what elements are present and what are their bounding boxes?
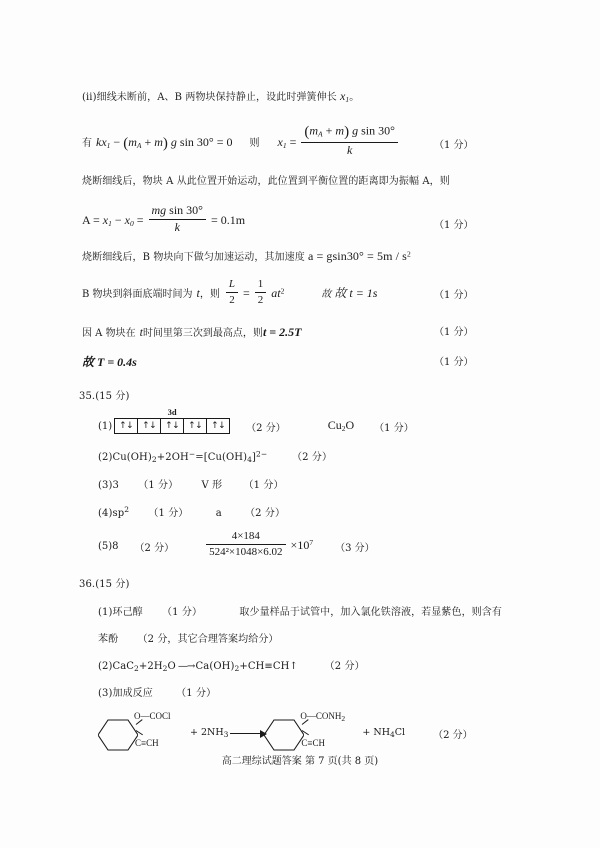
q36-item1-c-score: （2 分，其它合理答案均给分） (137, 634, 279, 645)
q36-heading (79, 578, 130, 592)
physics-intro-text: (ii)细线未断前，A、B 两物块保持静止，设此时弹簧伸长 (82, 92, 337, 103)
line4-mid: ，则 (199, 288, 220, 300)
q35-item1-answer-sub: 2 (341, 424, 346, 434)
q35-item1-answer-score: （1 分） (374, 422, 414, 434)
eq2-sub2: 0 (129, 219, 134, 229)
ammonia-reagent-text: + 2NH (190, 726, 224, 738)
q35-item4-b: a (215, 507, 222, 519)
q35-number: 35. (79, 391, 96, 402)
line6-score: （1 分） (434, 357, 474, 368)
physics-intro-line (82, 88, 359, 105)
line4-eq: = (243, 285, 250, 300)
q36-item3-label: (3)加成反应 (98, 688, 153, 699)
line5-t: t (139, 325, 143, 339)
q36-item2-sub1: 2 (134, 664, 139, 674)
q35-item5-factor-sup: 7 (309, 538, 314, 548)
q35-item4-a-sup: 2 (124, 505, 130, 514)
page-footer: 高二理综试题答案 第 7 页(共 8 页) (221, 756, 379, 767)
orbital-box: ↑↓ (184, 419, 207, 433)
line4-fraction-2 (255, 278, 267, 306)
product-bottom-group: C≡CH (301, 738, 325, 748)
eq1-score: （1 分） (434, 140, 474, 151)
q36-item2-mid: +2H (138, 661, 163, 672)
q35-item5-num: 4×184 (206, 530, 285, 545)
q35-item1-answer: Cu (327, 418, 342, 433)
line4-score: （1 分） (434, 290, 474, 301)
q35-item-3 (98, 479, 284, 493)
q36-item-1-line-a (98, 606, 502, 620)
q36-item3-reaction-score: （2 分） (433, 729, 473, 741)
q35-item1-answer-rest: O (345, 418, 355, 433)
physics-equation-2: $A = x_1 - x_0$ = $\frac{\text{mg sin 30°}}{k}$ = 0.1m （1 分） (82, 203, 474, 234)
q35-item5-factor: ×10 (290, 537, 310, 552)
product-top-group-sub: 2 (341, 714, 346, 724)
q36-item1-b: 取少量样品于试管中，加入氯化铁溶液，若显紫色，则含有 (239, 607, 502, 618)
physics-line-2: 烧断细线后，物块 A 从此位置开始运动，此位置到平衡位置的距离即为振幅 A，则 (82, 176, 450, 187)
physics-intro-var: x (339, 89, 346, 103)
product-top-group-text: O—CONH (300, 711, 342, 721)
byproduct (362, 727, 405, 739)
q35-item2-eq: =[Cu(OH) (195, 451, 248, 463)
orbital-sublevel-label: 3d (167, 407, 177, 417)
q35-item5-den: 524²×1048×6.02 (209, 546, 283, 558)
physics-equation-1: 有 $kx_1 - (m_A + m)$ g sin 30° = 0 则 $x_1$ = $\frac{(m_A + m) g \sin 30^\circ}{k}$ （1 分） (82, 123, 474, 158)
q35-item3-b-score: （1 分） (243, 480, 284, 491)
q35-item4-a: (4)sp (98, 507, 125, 519)
product-top-group (300, 711, 345, 723)
q36-item2-score: （2 分） (324, 661, 365, 672)
q35-item-1 (98, 407, 414, 434)
q35-points: (15 分) (95, 391, 130, 402)
byproduct-rest: Cl (394, 726, 406, 738)
line5-pre: 因 A 物块在 (82, 328, 136, 339)
line4-den1: 2 (229, 294, 235, 306)
orbital-diagram (114, 407, 230, 434)
eq1-then: 则 (249, 137, 260, 149)
q35-item-5 (98, 532, 375, 560)
q36-points: (15 分) (95, 579, 130, 590)
reaction-arrow-icon (230, 728, 268, 738)
q36-item2-a: (2)CaC (98, 661, 135, 672)
physics-line-3-sup: 2 (406, 249, 411, 259)
organic-reaction-scheme (98, 710, 473, 756)
q35-item-2 (98, 449, 332, 465)
eq1-body: kx (96, 134, 107, 149)
physics-line-3-text: 烧断细线后，B 物块向下做匀加速运动，其加速度 (82, 252, 305, 263)
q35-item2-sub2: 4 (247, 454, 252, 464)
q36-item3-score: （1 分） (176, 688, 217, 699)
q35-item2-close: ] (252, 451, 257, 463)
q36-item1-c: 苯酚 (98, 634, 119, 645)
eq1-fraction: $\frac{(m_A + m) g \sin 30^\circ}{k}$ (301, 124, 398, 158)
q35-item2-sup1: − (188, 449, 196, 458)
q36-item2-mid2: O (167, 661, 176, 672)
line5-result: t = 2.5T (262, 325, 302, 339)
q35-item1-label: (1) (98, 420, 113, 432)
eq2-score: （1 分） (434, 220, 474, 231)
line5-score: （1 分） (434, 327, 474, 338)
q35-item3-a-score: （1 分） (138, 480, 179, 491)
eq2-sub1: 1 (108, 219, 112, 229)
q35-item3-b: V 形 (201, 480, 223, 491)
q35-item1-score: （2 分） (246, 422, 286, 434)
eq1-result-lhs: x (277, 134, 283, 149)
orbital-box: ↑↓ (211, 420, 226, 431)
q35-item5-a-score: （2 分） (134, 542, 175, 554)
q36-item2-prod: Ca(OH) (195, 661, 235, 672)
eq1-sub: 1 (106, 140, 111, 150)
reactant-bottom-group: C≡CH (135, 738, 159, 748)
physics-line-4: B 物块到斜面底端时间为 t，则 $\frac{L}{2}$ = $\frac{1}{2}$ $at^2$ 故 故 t = 1s （1 分） (82, 278, 474, 306)
q35-item2-score: （2 分） (292, 451, 333, 463)
q36-item-2: $(2)CaC_2+2H_2O$ $—\to Ca(OH)_2+CH\equiv CH↑$ （2 分） (98, 661, 365, 674)
q36-item-3-label (98, 687, 216, 701)
q35-heading (79, 390, 130, 404)
q36-item1-a-score: （1 分） (162, 607, 203, 618)
q35-item4-b-score: （2 分） (245, 507, 286, 519)
q36-item2-sub3: 2 (234, 664, 240, 674)
orbital-box: ↑↓ (161, 419, 184, 433)
q35-item-4 (98, 505, 285, 520)
physics-line-6 (82, 353, 474, 371)
q35-item5-fraction (206, 530, 285, 558)
physics-line-3-math: a = gsin30° = 5m / s (307, 249, 407, 263)
product-structure (264, 710, 360, 756)
reactant-top-group: O—COCl (134, 711, 171, 721)
q35-item3-a: (3)3 (98, 480, 119, 491)
q35-item2-mid: +2OH (156, 451, 189, 463)
orbital-box: ↑↓ (138, 419, 161, 433)
line6-result: 故 T = 0.4s (82, 355, 137, 369)
q36-item2-arrow: → (187, 661, 196, 672)
q36-item1-a: (1)环己醇 (98, 607, 143, 618)
line4-at2-sup: 2 (280, 286, 285, 296)
physics-intro-var-sub: 1 (345, 95, 350, 105)
byproduct-text: + NH (362, 726, 390, 738)
physics-intro-end: 。 (349, 92, 360, 103)
line4-at2: at (271, 285, 281, 300)
q35-item5-score: （3 分） (335, 542, 375, 554)
q35-item2-sup2: 2− (256, 449, 268, 458)
q36-number: 36. (79, 579, 96, 590)
line5-mid: 时间里第三次到最高点，则 (142, 328, 263, 339)
byproduct-sub: 4 (389, 730, 395, 740)
eq1-lead: 有 (82, 137, 92, 149)
q36-item2-prod2: +CH≡CH↑ (239, 661, 298, 672)
line4-result: 故 t = 1s (334, 285, 378, 300)
physics-line-5 (82, 323, 474, 341)
line4-num1: L (226, 278, 238, 293)
line4-t: t (196, 285, 200, 300)
line4-pre: B 物块到斜面底端时间为 (82, 288, 193, 300)
line4-num2: 1 (255, 278, 267, 293)
q36-item2-sub2: 2 (162, 664, 168, 674)
physics-line-3 (82, 248, 411, 265)
q35-item4-a-score: （1 分） (148, 507, 189, 519)
q35-item2-a: (2)Cu(OH) (98, 451, 152, 463)
ammonia-reagent-sub: 3 (223, 730, 229, 740)
ammonia-reagent (190, 727, 228, 739)
q35-item2-sub1: 2 (151, 454, 157, 464)
orbital-box-row (114, 418, 230, 434)
q35-item5-a: (5)8 (98, 540, 119, 552)
line4-fraction-1 (226, 278, 238, 306)
orbital-box: ↑↓ (115, 419, 138, 433)
line4-den2: 2 (257, 294, 264, 306)
q36-item-1-line-b (98, 633, 279, 647)
reactant-structure (98, 710, 194, 756)
eq1-result-lhs-sub: 1 (282, 140, 287, 150)
eq2-fraction: $\frac{\text{mg sin 30°}}{k}$ (149, 204, 206, 235)
